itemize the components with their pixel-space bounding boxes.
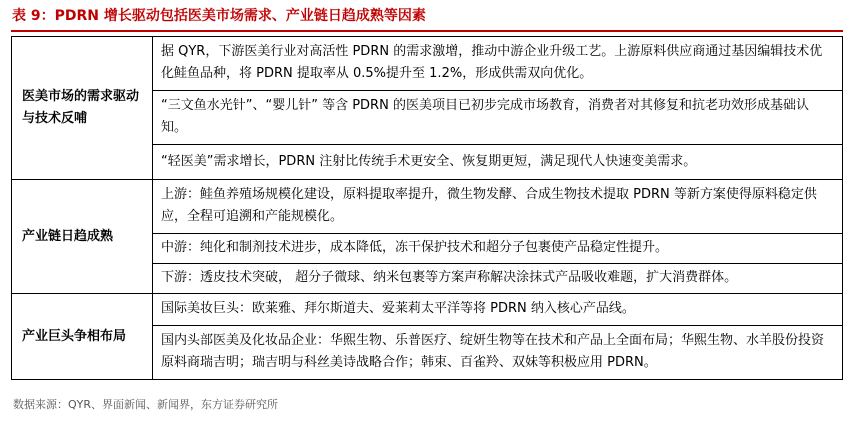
category-industry-chain: 产业链日趋成熟 [12,180,153,294]
table-cell: 下游：透皮技术突破， 超分子微球、纳米包裹等方案声称解决涂抹式产品吸收难题，扩大消费群体。 [153,264,843,294]
table-cell: 上游：鲑鱼养殖场规模化建设，原料提取率提升，微生物发酵、合成生物技术提取 PDRN 等新方案使得原料稳定供应，全程可追溯和产能规模化。 [153,180,843,234]
table-cell: “轻医美”需求增长，PDRN 注射比传统手术更安全、恢复期更短，满足现代人快速变美需求。 [153,145,843,180]
category-market-demand: 医美市场的需求驱动与技术反哺 [12,37,153,180]
table-cell: “三文鱼水光针”、“婴儿针” 等含 PDRN 的医美项目已初步完成市场教育，消费者对其修复和抗老功效形成基础认知。 [153,91,843,145]
table-row [12,37,843,91]
table-cell: 国际美妆巨头：欧莱雅、拜尔斯道夫、爱莱莉太平洋等将 PDRN 纳入核心产品线。 [153,294,843,326]
table-cell: 中游：纯化和制剂技术进步，成本降低，冻干保护技术和超分子包裹使产品稳定性提升。 [153,234,843,264]
table-cell: 国内头部医美及化妆品企业：华熙生物、乐普医疗、绽妍生物等在技术和产品上全面布局；华熙生物、水羊股份投资原料商瑞吉明；瑞吉明与科丝美诗战略合作；韩束、百雀羚、双妹等积极应用 PDRN。 [153,326,843,380]
title-divider [11,30,843,32]
table-row [12,294,843,326]
table-cell: 据 QYR，下游医美行业对高活性 PDRN 的需求激增，推动中游企业升级工艺。上游原料供应商通过基因编辑技术优化鲑鱼品种，将 PDRN 提取率从 0.5%提升至 1.2%，形成供需双向优化。 [153,37,843,91]
table-title: 表 9：PDRN 增长驱动包括医美市场需求、产业链日趋成熟等因素 [12,8,426,24]
source-note: 数据来源：QYR、界面新闻、新闻界，东方证券研究所 [13,398,279,411]
category-industry-giants: 产业巨头争相布局 [12,294,153,380]
table-row [12,180,843,234]
drivers-table [11,36,843,380]
